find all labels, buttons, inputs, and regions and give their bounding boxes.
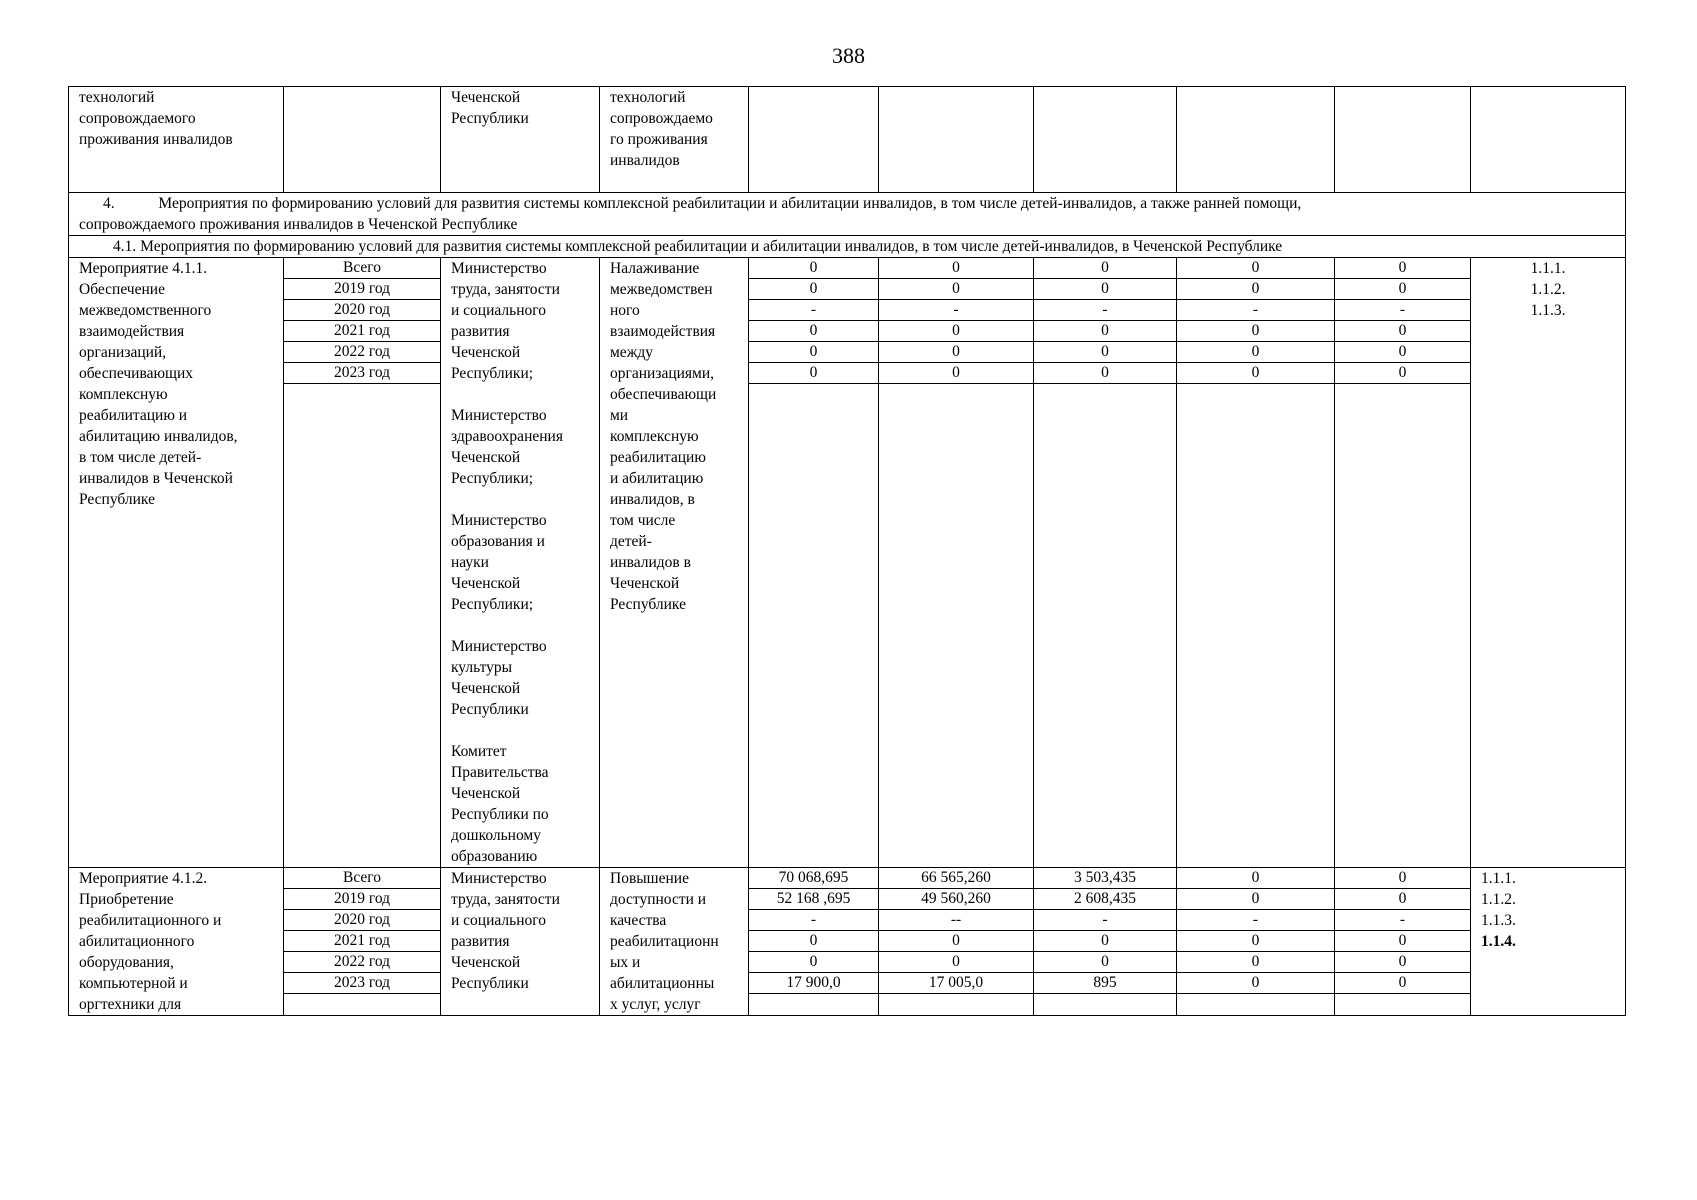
text-line: го проживания (610, 131, 708, 148)
result-line: Налаживание (610, 260, 700, 277)
measure-412-executor (441, 868, 600, 1016)
code-line: 1.1.3. (1481, 912, 1516, 929)
cont-executor (441, 87, 600, 193)
code-line: 1.1.1. (1530, 260, 1566, 277)
value-cell: 0 (1335, 279, 1470, 300)
value-cell: 0 (1335, 342, 1470, 363)
executor-line: Министерство (451, 638, 547, 655)
executor-line: Министерство (451, 870, 547, 887)
result-line: реабилитацию (610, 449, 706, 466)
executor-line: Министерство (451, 407, 547, 424)
year-cell: 2020 год (284, 300, 440, 321)
measure-411-years (284, 258, 441, 868)
section-4-heading (69, 193, 1626, 236)
measure-412-values-col3 (1034, 868, 1177, 1016)
year-cell: 2023 год (284, 973, 440, 994)
year-cell: 2021 год (284, 321, 440, 342)
result-line: ых и (610, 954, 641, 971)
year-cell: 2021 год (284, 931, 440, 952)
result-line: том числе (610, 512, 676, 529)
measure-name-line: Республике (79, 491, 155, 508)
measure-411-codes (1471, 258, 1626, 868)
value-cell: 0 (1335, 321, 1470, 342)
value-cell: - (879, 300, 1033, 321)
cont-result (600, 87, 749, 193)
result-line: инвалидов, в (610, 491, 695, 508)
measure-name-line: организаций, (79, 344, 167, 361)
executor-line: Министерство (451, 260, 547, 277)
result-line: Республике (610, 596, 686, 613)
section-41-row (69, 236, 1626, 258)
measure-411-row (69, 258, 1626, 868)
text-line: технологий (610, 89, 686, 106)
executor-line: культуры (451, 659, 513, 676)
measure-name-line: в том числе детей- (79, 449, 202, 466)
result-line: ми (610, 407, 629, 424)
executor-line: развития (451, 933, 510, 950)
result-line: реабилитационн (610, 933, 719, 950)
measure-name-line: взаимодействия (79, 323, 185, 340)
measure-412-values-col2 (879, 868, 1034, 1016)
value-cell: 3 503,435 (1034, 868, 1176, 889)
value-cell: 66 565,260 (879, 868, 1033, 889)
value-cell: 0 (1034, 931, 1176, 952)
executor-line: Республики (451, 975, 529, 992)
measure-412-values-col1 (749, 868, 879, 1016)
executor-group (451, 741, 589, 867)
value-cell: 0 (879, 321, 1033, 342)
measure-name-line: Приобретение (79, 891, 174, 908)
value-cell: 0 (1177, 321, 1334, 342)
result-line: организациями, (610, 365, 715, 382)
result-line: Чеченской (610, 575, 680, 592)
code-line: 1.1.1. (1481, 870, 1516, 887)
page-number: 388 (832, 43, 865, 68)
value-cell: 0 (879, 342, 1033, 363)
year-cell: 2019 год (284, 279, 440, 300)
section-4-number: 4. (103, 195, 115, 212)
value-cell: 0 (1034, 952, 1176, 973)
text-line: технологий (79, 89, 155, 106)
measure-412-years (284, 868, 441, 1016)
value-cell: 0 (749, 279, 878, 300)
cont-val-3 (1034, 87, 1177, 193)
value-cell: 0 (1335, 973, 1470, 994)
executor-group (451, 405, 589, 489)
value-cell: 0 (1177, 258, 1334, 279)
result-line: и абилитацию (610, 470, 704, 487)
measure-name-line: оборудования, (79, 954, 174, 971)
value-cell: 0 (1177, 342, 1334, 363)
value-cell: 49 560,260 (879, 889, 1033, 910)
cont-val-2 (879, 87, 1034, 193)
measure-name-line: Обеспечение (79, 281, 165, 298)
executor-line: труда, занятости (451, 281, 560, 298)
result-line: между (610, 344, 654, 361)
executor-line: образования и (451, 533, 545, 550)
result-line: детей- (610, 533, 652, 550)
value-cell: 0 (1335, 868, 1470, 889)
value-cell: 0 (1177, 931, 1334, 952)
measure-411-values-col1 (749, 258, 879, 868)
value-cell: 52 168 ,695 (749, 889, 878, 910)
value-cell: 0 (749, 363, 878, 384)
executor-line: Республики; (451, 365, 534, 382)
measure-412-result (600, 868, 749, 1016)
value-cell: 0 (1034, 258, 1176, 279)
measure-412-row (69, 868, 1626, 1016)
measure-411-values-col4 (1177, 258, 1335, 868)
result-line: инвалидов в (610, 554, 691, 571)
executor-line: Чеченской (451, 680, 521, 697)
text-line: проживания инвалидов (79, 131, 233, 148)
code-line: 1.1.2. (1481, 891, 1516, 908)
value-cell: 70 068,695 (749, 868, 878, 889)
result-line: абилитационны (610, 975, 715, 992)
year-cell: 2020 год (284, 910, 440, 931)
value-cell: -- (879, 910, 1033, 931)
executor-line: Республики по (451, 806, 549, 823)
text-line: Чеченской (451, 89, 521, 106)
executor-line: и социального (451, 912, 546, 929)
value-cell: 0 (1034, 321, 1176, 342)
cont-val-4 (1177, 87, 1335, 193)
year-cell: Всего (284, 258, 440, 279)
executor-line: Республики; (451, 470, 534, 487)
value-cell: 0 (1335, 931, 1470, 952)
year-cell: 2022 год (284, 952, 440, 973)
value-cell: - (1034, 910, 1176, 931)
value-cell: 0 (1335, 363, 1470, 384)
value-cell: 0 (1034, 363, 1176, 384)
measure-411-values-col2 (879, 258, 1034, 868)
measure-411-name (69, 258, 284, 868)
result-line: комплексную (610, 428, 699, 445)
executor-line: науки (451, 554, 489, 571)
measure-name-line: межведомственного (79, 302, 212, 319)
cont-years (284, 87, 441, 193)
measure-name-line: абилитацию инвалидов, (79, 428, 238, 445)
measure-412-codes (1471, 868, 1626, 1016)
value-cell: 0 (1177, 889, 1334, 910)
value-cell: 0 (1177, 279, 1334, 300)
value-cell: - (749, 300, 878, 321)
result-line: межведомствен (610, 281, 713, 298)
value-cell: 0 (879, 279, 1033, 300)
code-line: 1.1.3. (1530, 302, 1566, 319)
value-cell: - (1034, 300, 1176, 321)
executor-group (451, 636, 589, 720)
executor-group (451, 510, 589, 615)
text-line: инвалидов (610, 152, 680, 169)
measure-412-values-col4 (1177, 868, 1335, 1016)
value-cell: 0 (879, 258, 1033, 279)
value-cell: 0 (1034, 342, 1176, 363)
value-cell: - (1177, 300, 1334, 321)
measure-411-executors (441, 258, 600, 868)
result-line: обеспечивающи (610, 386, 717, 403)
measure-412-name (69, 868, 284, 1016)
measure-name-line: абилитационного (79, 933, 195, 950)
executor-line: труда, занятости (451, 891, 560, 908)
executor-line: Чеченской (451, 954, 521, 971)
executor-line: Республики (451, 701, 529, 718)
value-cell: 0 (1335, 952, 1470, 973)
measure-name-line: компьютерной и (79, 975, 188, 992)
measure-411-result (600, 258, 749, 868)
value-cell: 0 (749, 952, 878, 973)
value-cell: 0 (749, 931, 878, 952)
measure-name-line: реабилитационного и (79, 912, 222, 929)
executor-line: Чеченской (451, 344, 521, 361)
value-cell: 17 005,0 (879, 973, 1033, 994)
measure-name-line: Мероприятие 4.1.1. (79, 260, 208, 277)
year-cell: 2023 год (284, 363, 440, 384)
value-cell: 0 (1335, 889, 1470, 910)
executor-line: Чеченской (451, 449, 521, 466)
value-cell: 17 900,0 (749, 973, 878, 994)
value-cell: 0 (1177, 952, 1334, 973)
cont-codes (1471, 87, 1626, 193)
value-cell: 895 (1034, 973, 1176, 994)
executor-line: Комитет (451, 743, 507, 760)
result-line: качества (610, 912, 667, 929)
value-cell: - (749, 910, 878, 931)
value-cell: 0 (749, 321, 878, 342)
executor-line: образованию (451, 848, 538, 865)
section-4-title-line2: сопровождаемого проживания инвалидов в Чеченской Республике (79, 216, 518, 233)
executor-line: здравоохранения (451, 428, 563, 445)
measure-name-line: комплексную (79, 386, 168, 403)
continuation-row (69, 87, 1626, 193)
result-line: ного (610, 302, 640, 319)
executor-line: Чеченской (451, 785, 521, 802)
cont-val-5 (1335, 87, 1471, 193)
value-cell: 0 (749, 342, 878, 363)
result-line: взаимодействия (610, 323, 716, 340)
cont-val-1 (749, 87, 879, 193)
value-cell: 0 (879, 363, 1033, 384)
result-line: х услуг, услуг (610, 996, 701, 1013)
year-cell: 2022 год (284, 342, 440, 363)
measure-name-line: оргтехники для (79, 996, 182, 1013)
measure-name-line: Мероприятие 4.1.2. (79, 870, 208, 887)
cont-measure-name (69, 87, 284, 193)
executor-line: Министерство (451, 512, 547, 529)
executor-line: Чеченской (451, 575, 521, 592)
executor-line: дошкольному (451, 827, 541, 844)
section-4-row (69, 193, 1626, 236)
executor-group (451, 258, 589, 384)
value-cell: 0 (749, 258, 878, 279)
measure-name-line: обеспечивающих (79, 365, 194, 382)
value-cell: 0 (1177, 868, 1334, 889)
section-41-heading: 4.1. Мероприятия по формированию условий для развития системы комплексной реабилитации и абилитации инвалидов, в том числе детей-инвалидов, в Чеченской Республике (69, 236, 1626, 258)
code-line: 1.1.4. (1481, 933, 1516, 950)
value-cell: 0 (879, 952, 1033, 973)
code-line: 1.1.2. (1530, 281, 1566, 298)
section-4-title-line1: Мероприятия по формированию условий для развития системы комплексной реабилитации и абилитации инвалидов, в том числе детей-инвалидов, а также ранней помощи, (158, 195, 1302, 212)
executor-line: и социального (451, 302, 546, 319)
value-cell: 0 (1177, 973, 1334, 994)
measure-name-line: инвалидов в Чеченской (79, 470, 233, 487)
text-line: сопровождаемого (79, 110, 196, 127)
measure-411-values-col3 (1034, 258, 1177, 868)
year-cell: 2019 год (284, 889, 440, 910)
value-cell: 2 608,435 (1034, 889, 1176, 910)
text-line: Республики (451, 110, 529, 127)
value-cell: 0 (1335, 258, 1470, 279)
program-table (68, 86, 1626, 1016)
value-cell: 0 (879, 931, 1033, 952)
value-cell: - (1335, 300, 1470, 321)
result-line: Повышение (610, 870, 689, 887)
executor-line: Правительства (451, 764, 549, 781)
measure-name-line: реабилитацию и (79, 407, 188, 424)
measure-412-values-col5 (1335, 868, 1471, 1016)
text-line: сопровождаемо (610, 110, 713, 127)
value-cell: 0 (1177, 363, 1334, 384)
value-cell: - (1335, 910, 1470, 931)
executor-line: Республики; (451, 596, 534, 613)
measure-411-values-col5 (1335, 258, 1471, 868)
value-cell: - (1177, 910, 1334, 931)
result-line: доступности и (610, 891, 707, 908)
executor-line: развития (451, 323, 510, 340)
year-cell: Всего (284, 868, 440, 889)
value-cell: 0 (1034, 279, 1176, 300)
